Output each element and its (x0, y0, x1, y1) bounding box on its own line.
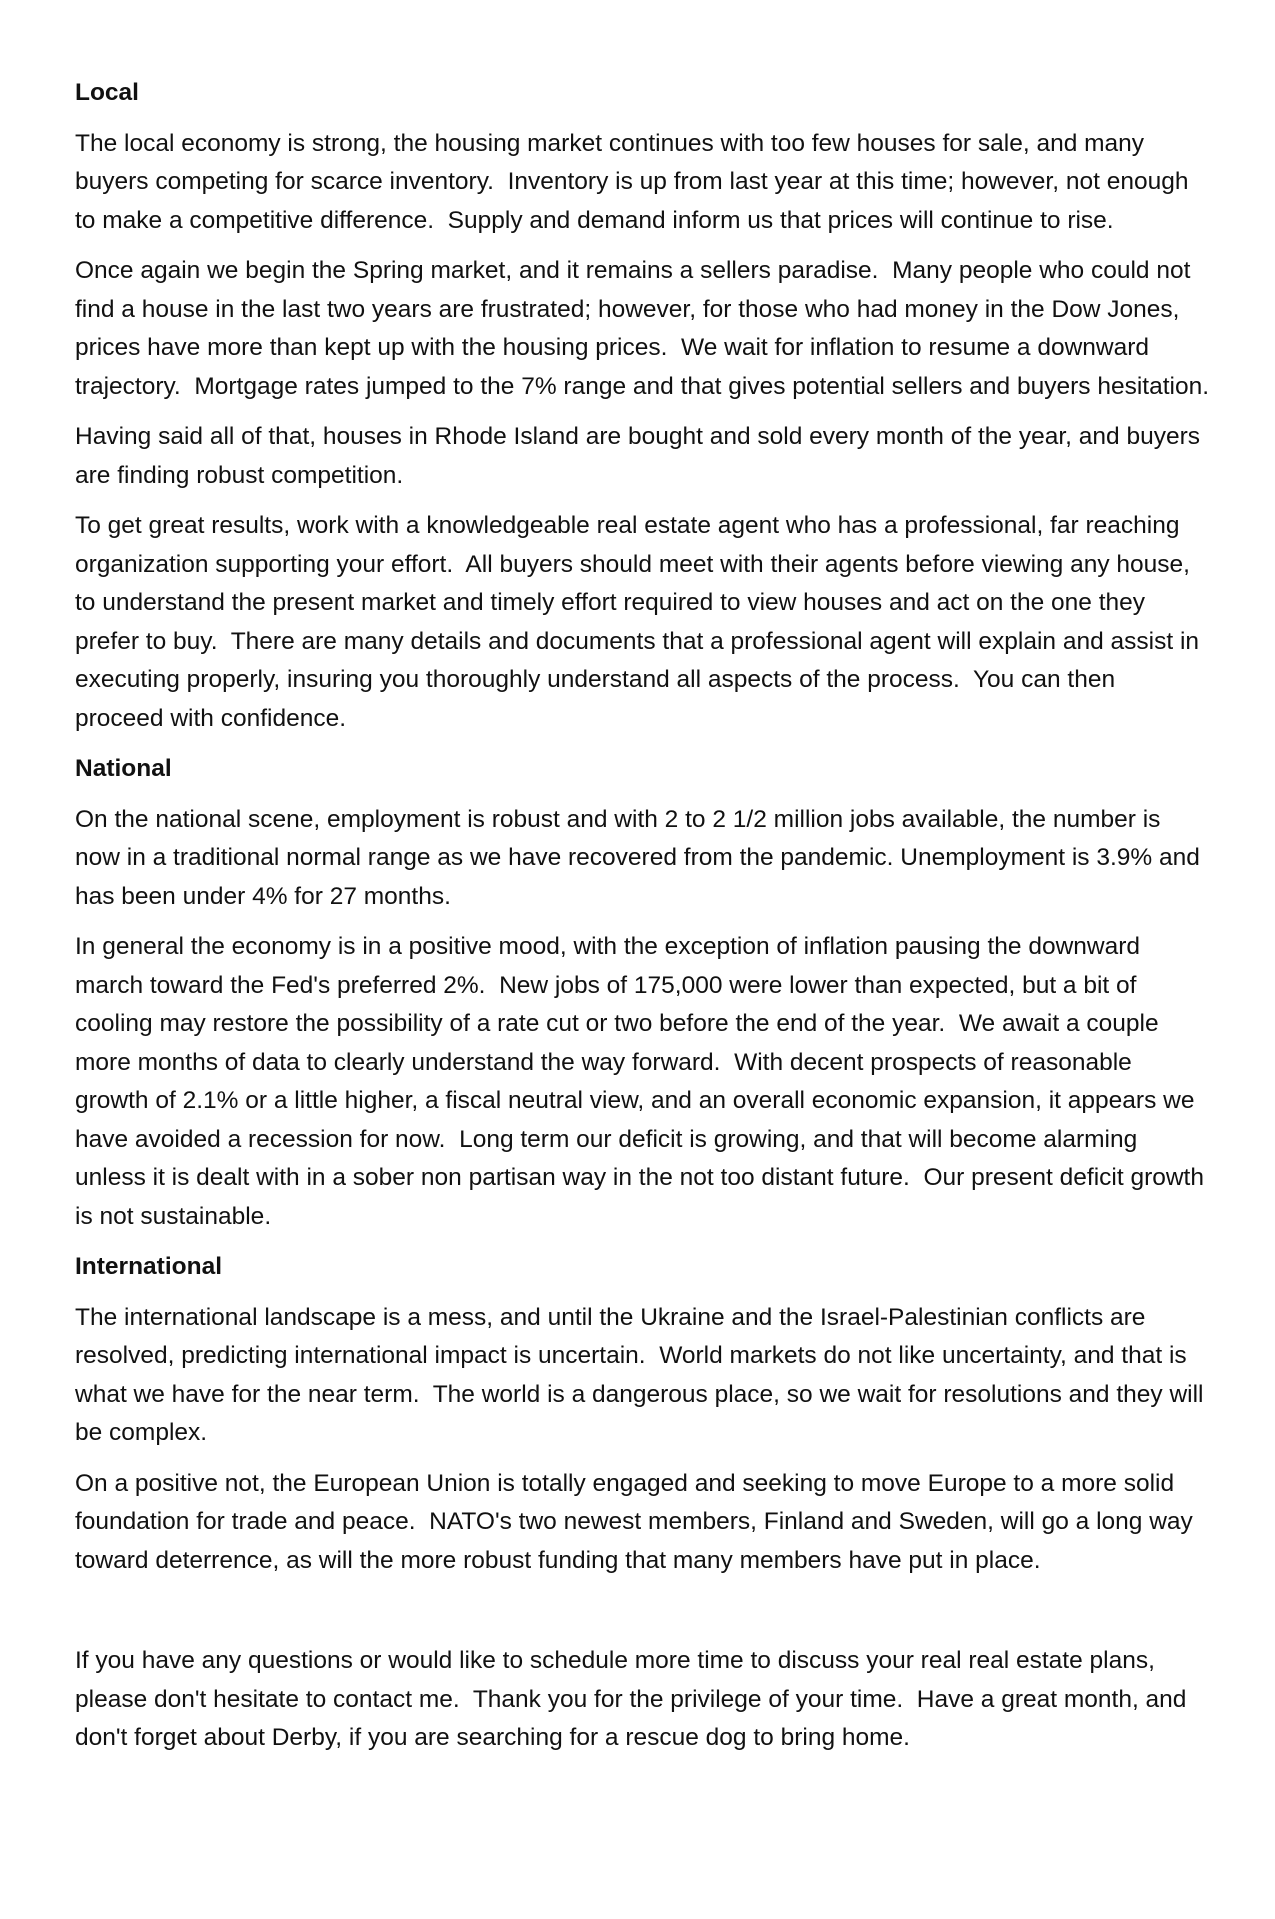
local-paragraph: To get great results, work with a knowledgeable real estate agent who has a professional, far reaching organization supporting your effort. All buyers should meet with their agents before viewing any house, to understand the present market and timely effort required to view houses and act on the one they prefer to buy. There are many details and documents that a professional agent will explain and assist in executing properly, insuring you thoroughly understand all aspects of the process. You can then proceed with confidence. (75, 512, 1206, 732)
international-paragraph: On a positive not, the European Union is totally engaged and seeking to move Europe to a more solid foundation for trade and peace. NATO's two newest members, Finland and Sweden, will go a long way toward deterrence, as will the more robust funding that many members have put in place. (75, 1469, 1200, 1574)
section-heading-international: International (75, 1253, 223, 1280)
international-paragraph: The international landscape is a mess, and until the Ukraine and the Israel-Palestinian conflicts are resolved, predicting international impact is uncertain. World markets do not like uncertainty, and that is what we have for the near term. The world is a dangerous place, so we wait for resolutions and they will be complex. (75, 1303, 1211, 1446)
newsletter-document (75, 74, 1210, 1770)
local-paragraph: The local economy is strong, the housing market continues with too few houses for sale, and many buyers competing for scarce inventory. Inventory is up from last year at this time; however, not enough to make a competitive difference. Supply and demand inform us that prices will continue to rise. (75, 129, 1196, 234)
section-heading-national: National (75, 755, 172, 782)
local-paragraph: Once again we begin the Spring market, and it remains a sellers paradise. Many people who could not find a house in the last two years are frustrated; however, for those who had money in the Dow Jones, prices have more than kept up with the housing prices. We wait for inflation to resume a downward trajectory. Mortgage rates jumped to the 7% range and that gives potential sellers and buyers hesitation. (75, 257, 1209, 400)
local-paragraph: Having said all of that, houses in Rhode Island are bought and sold every month of the year, and buyers are finding robust competition. (75, 423, 1207, 489)
closing-paragraph: If you have any questions or would like to schedule more time to discuss your real real estate plans, please don't hesitate to contact me. Thank you for the privilege of your time. Have a great month, and don't forget about Derby, if you are searching for a rescue dog to bring home. (75, 1647, 1194, 1751)
national-paragraph: On the national scene, employment is robust and with 2 to 2 1/2 million jobs available, the number is now in a traditional normal range as we have recovered from the pandemic. Unemployment is 3.9% and has been under 4% for 27 months. (75, 805, 1207, 910)
section-heading-local: Local (75, 79, 139, 106)
national-paragraph: In general the economy is in a positive mood, with the exception of inflation pausing the downward march toward the Fed's preferred 2%. New jobs of 175,000 were lower than expected, but a bit of cooling may restore the possibility of a rate cut or two before the end of the year. We await a couple more months of data to clearly understand the way forward. With decent prospects of reasonable growth of 2.1% or a little higher, a fiscal neutral view, and an overall economic expansion, it appears we have avoided a recession for now. Long term our deficit is growing, and that will become alarming unless it is dealt with in a sober non partisan way in the not too distant future. Our present deficit growth is not sustainable. (75, 933, 1211, 1230)
